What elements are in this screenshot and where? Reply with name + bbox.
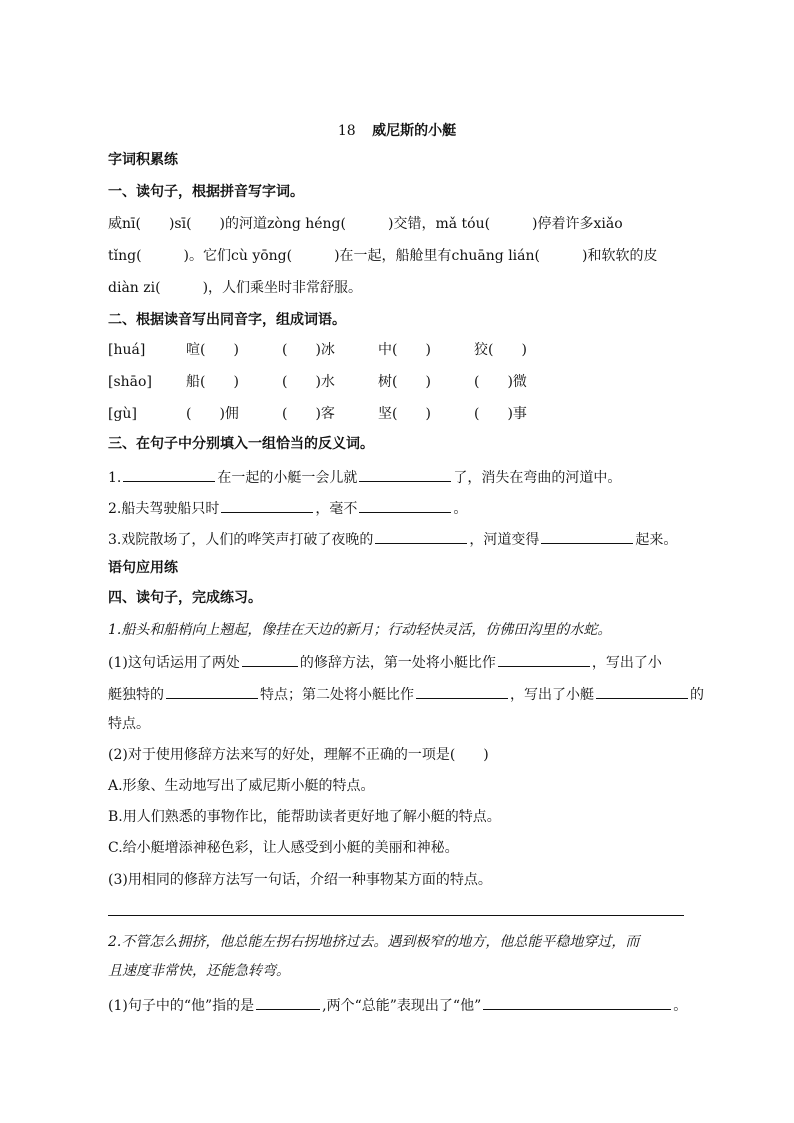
answer-blank[interactable] bbox=[242, 651, 298, 667]
sound-key: [huá] bbox=[108, 342, 146, 358]
q4-1-1-line-2: 艇独特的 特点；第二处将小艇比作 ，写出了小艇 的 bbox=[108, 683, 720, 705]
option-c[interactable]: C.给小艇增添神秘色彩，让人感受到小艇的美丽和神秘。 bbox=[108, 840, 459, 856]
answer-blank[interactable] bbox=[359, 497, 451, 513]
q1-line-1: 威nī( )sī( )的河道zòng héng( )交错，mǎ tóu( )停着许多xiǎo bbox=[108, 216, 623, 232]
q2-heading: 二、根据读音写出同音字，组成词语。 bbox=[108, 312, 346, 328]
sound-cell[interactable]: ( )微 bbox=[474, 374, 527, 390]
sound-cell[interactable]: 中( ) bbox=[378, 342, 431, 358]
option-b[interactable]: B.用人们熟悉的事物作比，能帮助读者更好地了解小艇的特点。 bbox=[108, 809, 501, 825]
q4-1-1-line-3: 特点。 bbox=[108, 716, 150, 732]
answer-line[interactable] bbox=[108, 915, 684, 916]
q3-sentence-3: 3.戏院散场了，人们的哗笑声打破了夜晚的 ，河道变得 起来。 bbox=[108, 528, 720, 550]
sound-cell[interactable]: ( )客 bbox=[282, 406, 335, 422]
answer-blank[interactable] bbox=[541, 528, 633, 544]
q4-heading: 四、读句子，完成练习。 bbox=[108, 590, 262, 606]
q4-passage-1: 1.船头和船梢向上翘起，像挂在天边的新月；行动轻快灵活，仿佛田沟里的水蛇。 bbox=[108, 622, 612, 638]
answer-blank[interactable] bbox=[483, 994, 671, 1010]
q4-1-1-line-1: (1)这句话运用了两处 的修辞方法，第一处将小艇比作 ，写出了小 bbox=[108, 651, 720, 673]
q2-row-shao bbox=[108, 372, 720, 392]
q4-passage-2-line-2: 且速度非常快，还能急转弯。 bbox=[108, 963, 290, 979]
sound-cell[interactable]: ( )事 bbox=[474, 406, 527, 422]
option-a[interactable]: A.形象、生动地写出了威尼斯小艇的特点。 bbox=[108, 778, 375, 794]
answer-blank[interactable] bbox=[596, 683, 688, 699]
sound-cell[interactable]: ( )水 bbox=[282, 374, 335, 390]
sound-cell[interactable]: 坚( ) bbox=[378, 406, 431, 422]
sound-cell[interactable]: ( )冰 bbox=[282, 342, 335, 358]
q2-row-hua bbox=[108, 340, 720, 360]
sound-cell[interactable]: ( )佣 bbox=[186, 406, 239, 422]
lesson-number: 18 bbox=[337, 123, 356, 139]
answer-blank[interactable] bbox=[359, 466, 451, 482]
q4-1-3-question: (3)用相同的修辞方法写一句话，介绍一种事物某方面的特点。 bbox=[108, 872, 492, 888]
answer-blank[interactable] bbox=[256, 994, 320, 1010]
sound-cell[interactable]: 狡( ) bbox=[474, 342, 527, 358]
answer-blank[interactable] bbox=[375, 528, 467, 544]
answer-blank[interactable] bbox=[123, 466, 215, 482]
answer-blank[interactable] bbox=[498, 651, 590, 667]
q3-heading: 三、在句子中分别填入一组恰当的反义词。 bbox=[108, 436, 374, 452]
sound-cell[interactable]: 喧( ) bbox=[186, 342, 239, 358]
sound-key: [gù] bbox=[108, 406, 137, 422]
answer-blank[interactable] bbox=[416, 683, 508, 699]
answer-blank[interactable] bbox=[166, 683, 258, 699]
q4-2-1-question: (1)句子中的“他”指的是 ,两个“总能”表现出了“他” 。 bbox=[108, 994, 720, 1016]
q2-row-gu bbox=[108, 404, 720, 424]
q3-sentence-2: 2.船夫驾驶船只时 ，毫不 。 bbox=[108, 497, 720, 519]
q3-sentence-1: 1. 在一起的小艇一会儿就 了，消失在弯曲的河道中。 bbox=[108, 466, 720, 488]
sound-cell[interactable]: 船( ) bbox=[186, 374, 239, 390]
lesson-name: 威尼斯的小艇 bbox=[372, 123, 457, 139]
section-application-label: 语句应用练 bbox=[108, 560, 178, 576]
lesson-title bbox=[0, 120, 794, 140]
q1-line-2: tǐng( )。它们cù yōng( )在一起，船舱里有chuāng lián( )和软软的皮 bbox=[108, 248, 658, 264]
answer-blank[interactable] bbox=[221, 497, 313, 513]
q1-line-3: diàn zi( )，人们乘坐时非常舒服。 bbox=[108, 280, 363, 296]
q1-heading: 一、读句子，根据拼音写字词。 bbox=[108, 184, 304, 200]
section-vocabulary-label: 字词积累练 bbox=[108, 152, 178, 168]
sound-key: [shāo] bbox=[108, 374, 152, 390]
q4-passage-2-line-1: 2.不管怎么拥挤，他总能左拐右拐地挤过去。遇到极窄的地方，他总能平稳地穿过，而 bbox=[108, 934, 640, 950]
q4-1-2-question: (2)对于使用修辞方法来写的好处，理解不正确的一项是( ) bbox=[108, 747, 489, 763]
sound-cell[interactable]: 树( ) bbox=[378, 374, 431, 390]
